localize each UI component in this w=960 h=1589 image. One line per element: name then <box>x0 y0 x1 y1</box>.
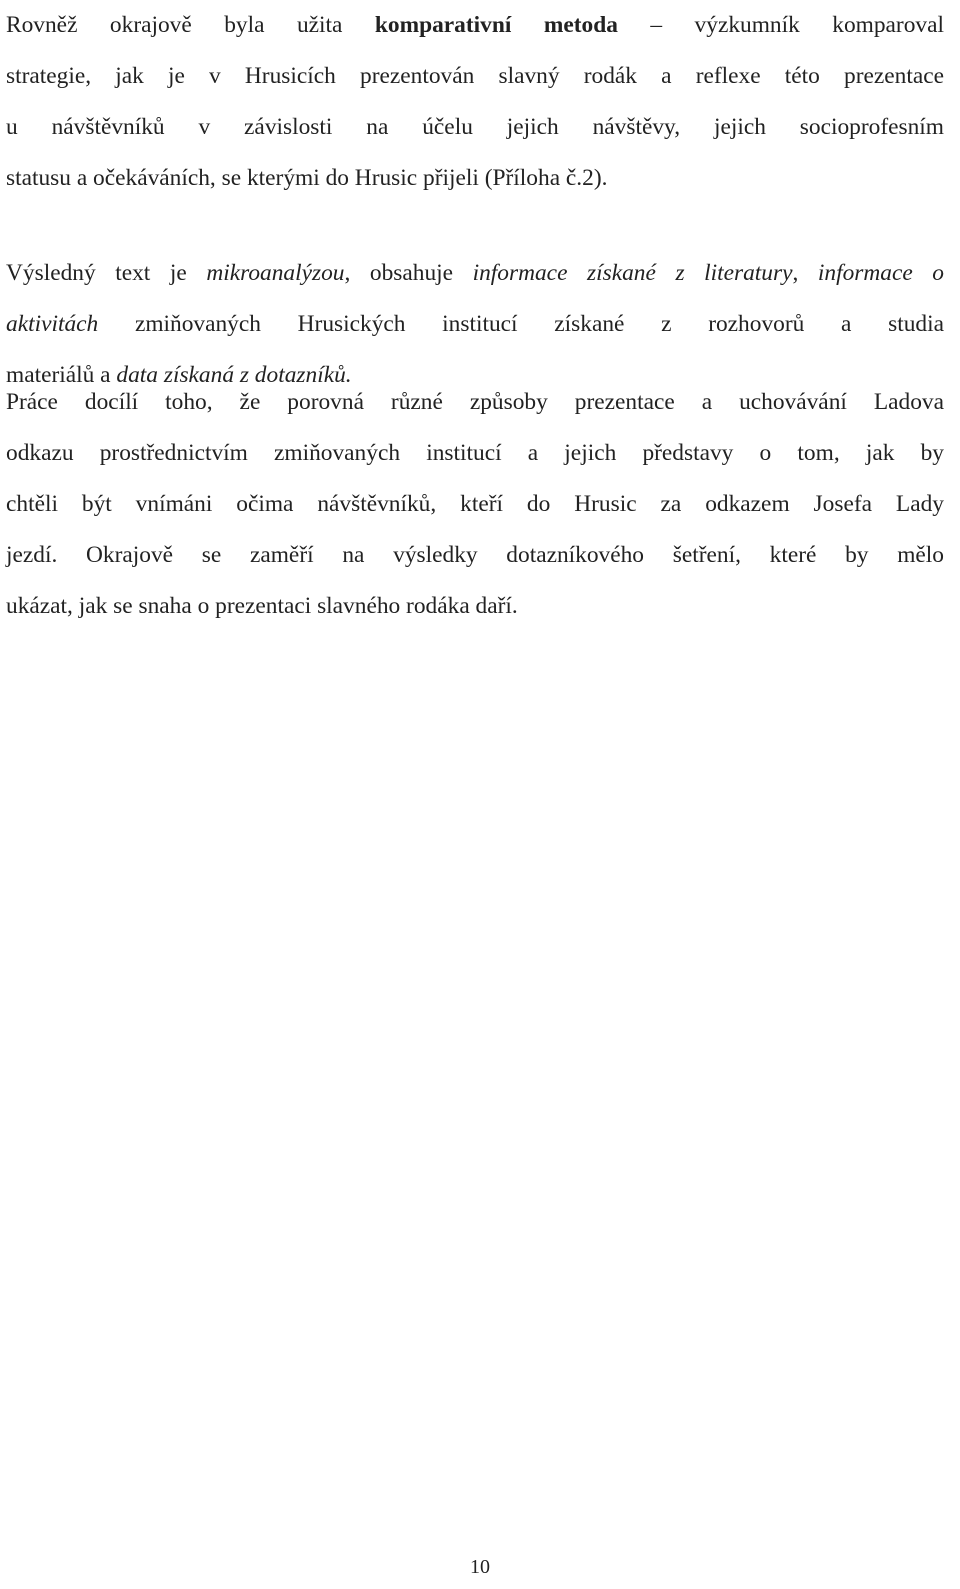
paragraph-line: u návštěvníků v závislosti na účelu jejich návštěvy, jejich socioprofesním <box>6 114 944 140</box>
text-run: Výsledný text je <box>6 260 207 286</box>
italic-term: mikroanalýzou <box>206 260 345 286</box>
paragraph-line: strategie, jak je v Hrusicích prezentován slavný rodák a reflexe této prezentace <box>6 63 944 89</box>
paragraph-line: jezdí. Okrajově se zaměří na výsledky dotazníkového šetření, které by mělo <box>6 542 944 568</box>
paragraph-aim <box>6 377 944 632</box>
text-run: Rovněž okrajově byla užita <box>6 12 375 38</box>
paragraph-line: statusu a očekáváních, se kterými do Hrusic přijeli (Příloha č.2). <box>6 165 608 191</box>
italic-term: data získaná z dotazníků. <box>116 362 352 388</box>
page-number: 10 <box>470 1556 490 1578</box>
paragraph-line: Práce docílí toho, že porovná různé způsoby prezentace a uchovávání Ladova <box>6 389 944 415</box>
paragraph-line: ukázat, jak se snaha o prezentaci slavného rodáka daří. <box>6 593 518 619</box>
text-run: zmiňovaných Hrusických institucí získané z rozhovorů a studia <box>98 311 944 337</box>
text-run: , <box>792 260 818 286</box>
text-run: , obsahuje <box>344 260 473 286</box>
bold-term: komparativní metoda <box>374 12 618 38</box>
paragraph-line <box>6 248 944 299</box>
paragraph-line: odkazu prostřednictvím zmiňovaných institucí a jejich představy o tom, jak by <box>6 440 944 466</box>
italic-term: aktivitách <box>6 311 99 337</box>
paragraph-line <box>6 0 944 51</box>
italic-term: informace o <box>817 260 944 286</box>
italic-term: informace získané z literatury <box>472 260 793 286</box>
text-run: – výzkumník komparoval <box>617 12 944 38</box>
paragraph-line: chtěli být vnímáni očima návštěvníků, kteří do Hrusic za odkazem Josefa Lady <box>6 491 944 517</box>
paragraph-line <box>6 299 944 350</box>
text-run: materiálů a <box>6 362 117 388</box>
paragraph-methods <box>6 0 944 204</box>
